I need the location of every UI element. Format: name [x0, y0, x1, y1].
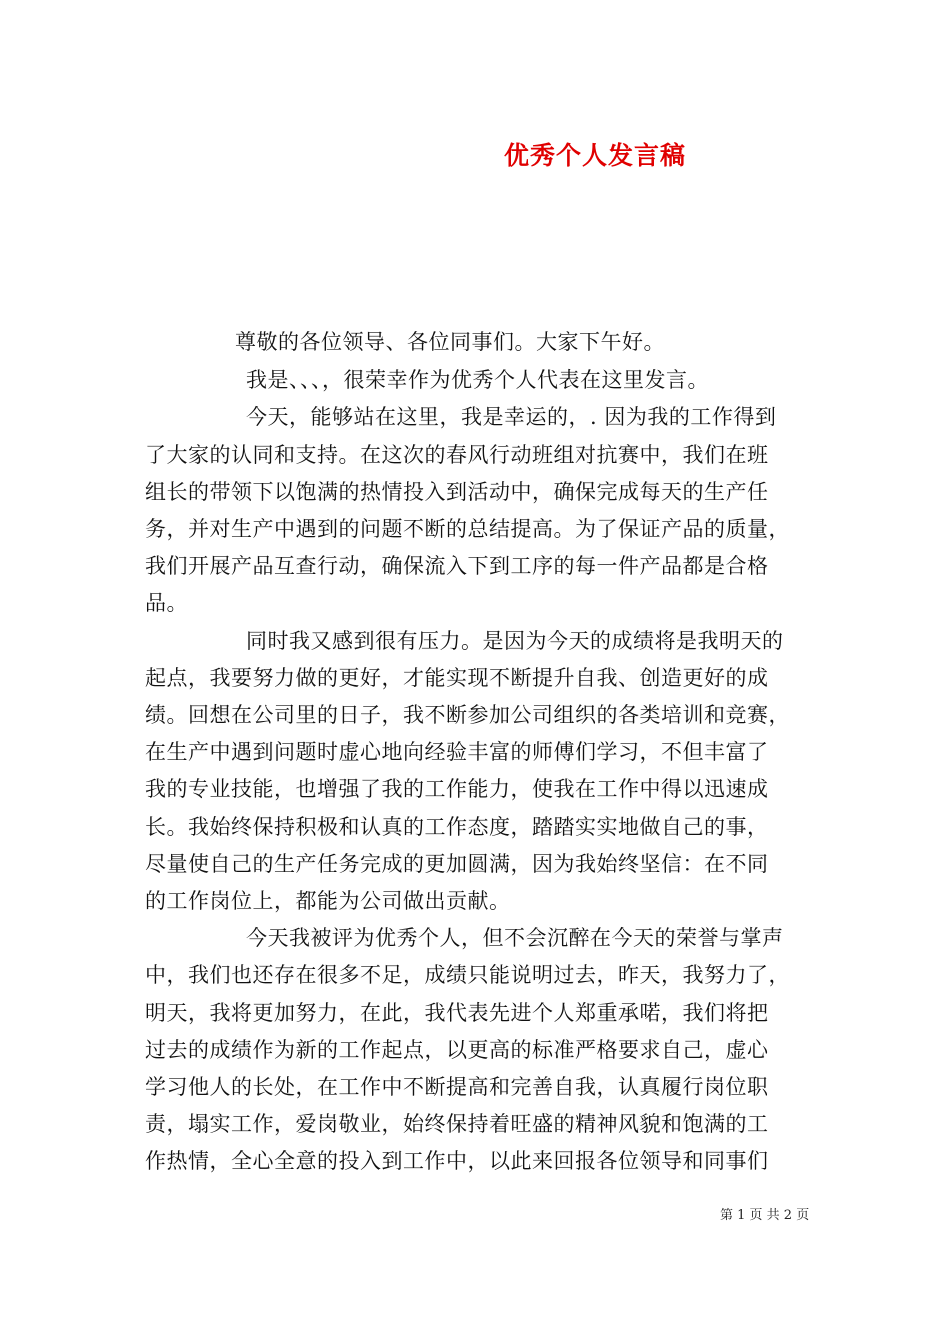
paragraph-1-line-5: 我们开展产品互查行动，确保流入下到工序的每一件产品都是合格	[145, 554, 769, 578]
page-number-footer: 第 1 页 共 2 页	[720, 1208, 810, 1223]
document-title: 优秀个人发言稿	[503, 141, 686, 170]
paragraph-2-line-5: 我的专业技能，也增强了我的工作能力，使我在工作中得以迅速成	[145, 777, 769, 801]
paragraph-3-line-2: 中，我们也还存在很多不足，成绩只能说明过去，昨天，我努力了，	[145, 963, 790, 987]
paragraph-1-line-3: 组长的带领下以饱满的热情投入到活动中，确保完成每天的生产任	[145, 480, 769, 504]
paragraph-2-line-6: 长。我始终保持积极和认真的工作态度，踏踏实实地做自己的事，	[145, 815, 769, 839]
paragraph-1-line-6: 品。	[145, 591, 188, 615]
paragraph-2-line-2: 起点，我要努力做的更好，才能实现不断提升自我、创造更好的成	[145, 666, 769, 690]
paragraph-3-line-5: 学习他人的长处，在工作中不断提高和完善自我，认真履行岗位职	[145, 1075, 769, 1099]
paragraph-3-line-6: 责，塌实工作，爱岗敬业，始终保持着旺盛的精神风貌和饱满的工	[145, 1112, 769, 1136]
paragraph-2-line-3: 绩。回想在公司里的日子，我不断参加公司组织的各类培训和竞赛，	[145, 703, 790, 727]
greeting-line: 尊敬的各位领导、各位同事们。大家下午好。	[235, 330, 665, 354]
paragraph-3-line-3: 明天，我将更加努力，在此，我代表先进个人郑重承喏，我们将把	[145, 1001, 769, 1025]
paragraph-1-line-4: 务，并对生产中遇到的问题不断的总结提高。为了保证产品的质量，	[145, 517, 790, 541]
paragraph-3-line-7: 作热情，全心全意的投入到工作中，以此来回报各位领导和同事们	[145, 1149, 769, 1173]
paragraph-2-line-8: 的工作岗位上，都能为公司做出贡献。	[145, 889, 511, 913]
paragraph-3-line-1: 今天我被评为优秀个人，但不会沉醉在今天的荣誉与掌声	[246, 926, 784, 950]
paragraph-2-line-4: 在生产中遇到问题时虚心地向经验丰富的师傅们学习，不但丰富了	[145, 740, 769, 764]
paragraph-3-line-4: 过去的成绩作为新的工作起点，以更高的标准严格要求自己，虚心	[145, 1038, 769, 1062]
paragraph-2-line-7: 尽量使自己的生产任务完成的更加圆满，因为我始终坚信：在不同	[145, 852, 769, 876]
intro-line: 我是、、、，很荣幸作为优秀个人代表在这里发言。	[246, 368, 709, 392]
paragraph-2-line-1: 同时我又感到很有压力。是因为今天的成绩将是我明天的	[246, 629, 784, 653]
paragraph-1-line-1: 今天，能够站在这里，我是幸运的，. 因为我的工作得到	[246, 405, 777, 429]
paragraph-1-line-2: 了大家的认同和支持。在这次的春风行动班组对抗赛中，我们在班	[145, 443, 769, 467]
